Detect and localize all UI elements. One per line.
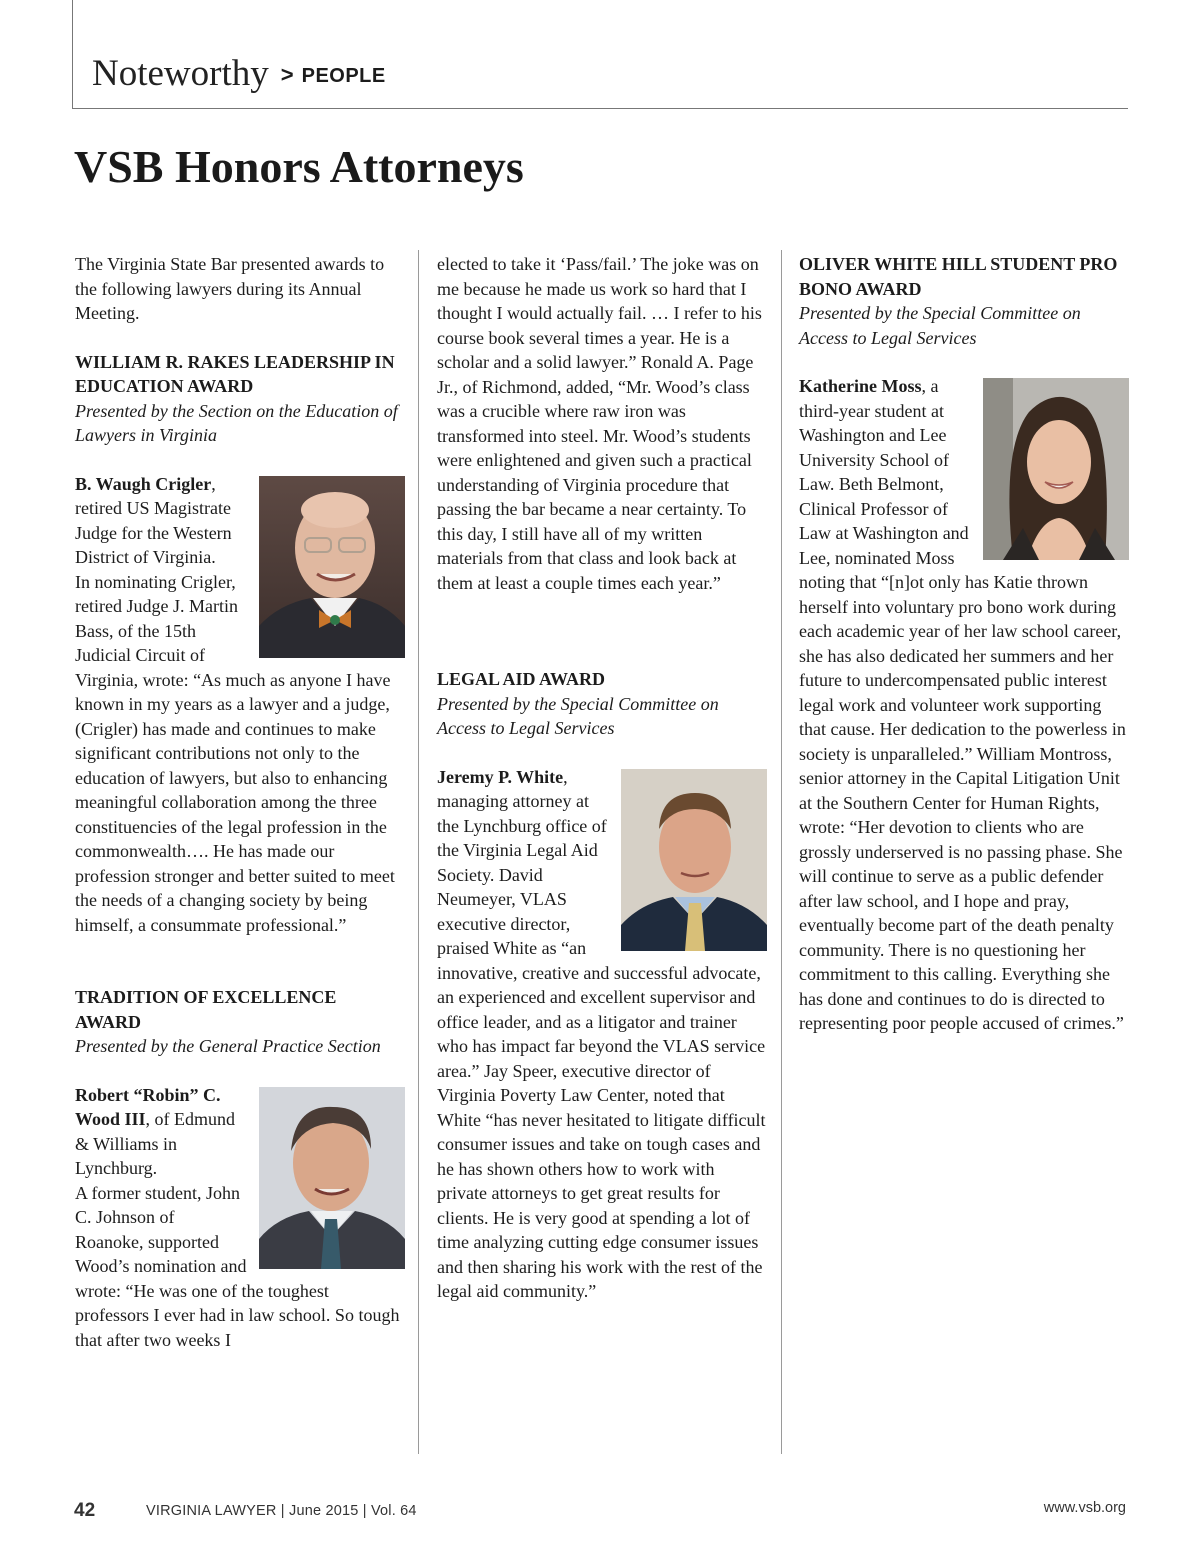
wood-nomination: A former student, John C. Johnson of Roanoke, supported Wood’s nomination and wrote: “He was one of the toughest professors I ever had in law school. So tough that after two weeks I: [75, 1182, 400, 1350]
wood-portrait: [259, 1087, 405, 1269]
honoree-name: Jeremy P. White: [437, 766, 564, 787]
website-link[interactable]: www.vsb.org: [1043, 1500, 1126, 1516]
intro-paragraph: The Virginia State Bar presented awards to the following lawyers during its Annual Meeting.: [75, 254, 385, 323]
crigler-portrait: [259, 476, 405, 658]
article-column-3: [799, 252, 1129, 1036]
award-title: WILLIAM R. RAKES LEADERSHIP IN EDUCATION AWARD: [75, 351, 395, 396]
header-left-rule: [72, 0, 73, 108]
award-presenter: Presented by the Section on the Education of Lawyers in Virginia: [75, 400, 398, 445]
white-citation: Jeremy P. White, managing attorney at the Lynchburg office of the Virginia Legal Aid Society. David Neumeyer, VLAS executive director, praised White as “an innovative, creative and successful advocate, an experienced and excellent supervisor and office leader, and as a litigator and trainer who has impact far beyond the VLAS service area.” Jay Speer, executive director of Virginia Poverty Law Center, noted that White “has never hesitated to litigate difficult consumer issues and take on tough cases and he has shown others how to work with private attorneys to get great results for clients. He is very good at spending a lot of time analyzing cutting edge consumer issues and then sharing his work with the rest of the legal aid community.”: [437, 766, 766, 1301]
article-column-2: [437, 252, 767, 1304]
section-name: Noteworthy: [92, 53, 269, 94]
article-title: VSB Honors Attorneys: [74, 141, 524, 192]
honoree-name: B. Waugh Crigler: [75, 473, 212, 494]
crigler-nomination: In nominating Crigler, retired Judge J. Martin Bass, of the 15th Judicial Circuit of Virginia, wrote: “As much as anyone I have known in my years as a lawyer and a judge, (Crigler) has made and continues to make significant contributions not only to the education of lawyers, but also to enhancing meaningful collaboration among the three constituencies of the legal profession in the commonwealth…. He has made our profession stronger and better suited to meet the needs of a changing society by being himself, a consummate professional.”: [75, 571, 395, 935]
article-column-1: [75, 252, 405, 1352]
wood-nomination-continued: elected to take it ‘Pass/fail.’ The joke was on me because he made us work so hard that I thought I would actually fail. … I refer to his course book several times a year. He is a scholar and a solid lawyer.” Ronald A. Page Jr., of Richmond, added, “Mr. Wood’s class was a crucible where raw iron was transformed into steel. Mr. Wood’s students were enlightened and given such a practical understanding of Virginia procedure that passing the bar became a near certainty. To this day, I still have all of my written materials from that class and look back at them at least a couple times each year.”: [437, 254, 762, 593]
honoree-name: Katherine Moss: [799, 376, 922, 396]
breadcrumb-separator: >: [280, 62, 294, 87]
moss-citation: Katherine Moss, a third-year student at Washington and Lee University School of Law. Beth Belmont, Clinical Professor of Law at Washington and Lee, nominated Moss noting that “[n]ot only has Katie thrown herself into voluntary pro bono work during each academic year of her law school career, she has also dedicated her summers and her future to undercompensated public interest legal work and volunteer work supporting that cause. Her dedication to the powerless in society is unparalleled.” William Montross, senior attorney in the Capital Litigation Unit at the Southern Center for Human Rights, wrote: “Her devotion to clients who are grossly underserved is no passing phase. She will continue to serve as a public defender after law school, and I hope and pray, eventually become part of the death penalty community. There is no questioning her commitment to this calling. Everything she has done and continues to do is directed to representing poor people accused of crimes.”: [799, 376, 1126, 1033]
award-presenter: Presented by the Special Committee on Access to Legal Services: [799, 303, 1081, 348]
column-divider: [418, 250, 419, 1454]
header-rule: [72, 108, 1128, 109]
moss-portrait: [983, 378, 1129, 560]
award-presenter: Presented by the General Practice Section: [75, 1036, 381, 1056]
publication-info: VIRGINIA LAWYER | June 2015 | Vol. 64: [146, 1503, 417, 1519]
section-subsection: PEOPLE: [301, 65, 386, 87]
white-portrait: [621, 769, 767, 951]
award-title: TRADITION OF EXCELLENCE AWARD: [75, 987, 337, 1032]
award-title: LEGAL AID AWARD: [437, 669, 606, 689]
honoree-name: Robert “Robin” C. Wood III: [75, 1084, 221, 1129]
column-divider: [781, 250, 782, 1454]
award-presenter: Presented by the Special Committee on Access to Legal Services: [437, 693, 719, 738]
section-header: [92, 52, 386, 95]
page-number: 42: [74, 1500, 96, 1521]
award-title: OLIVER WHITE HILL STUDENT PRO BONO AWARD: [799, 254, 1118, 299]
crigler-intro: B. Waugh Crigler, retired US Magistrate Judge for the Western District of Virginia.: [75, 473, 232, 567]
wood-intro: Robert “Robin” C. Wood III, of Edmund & Williams in Lynchburg.: [75, 1084, 236, 1178]
